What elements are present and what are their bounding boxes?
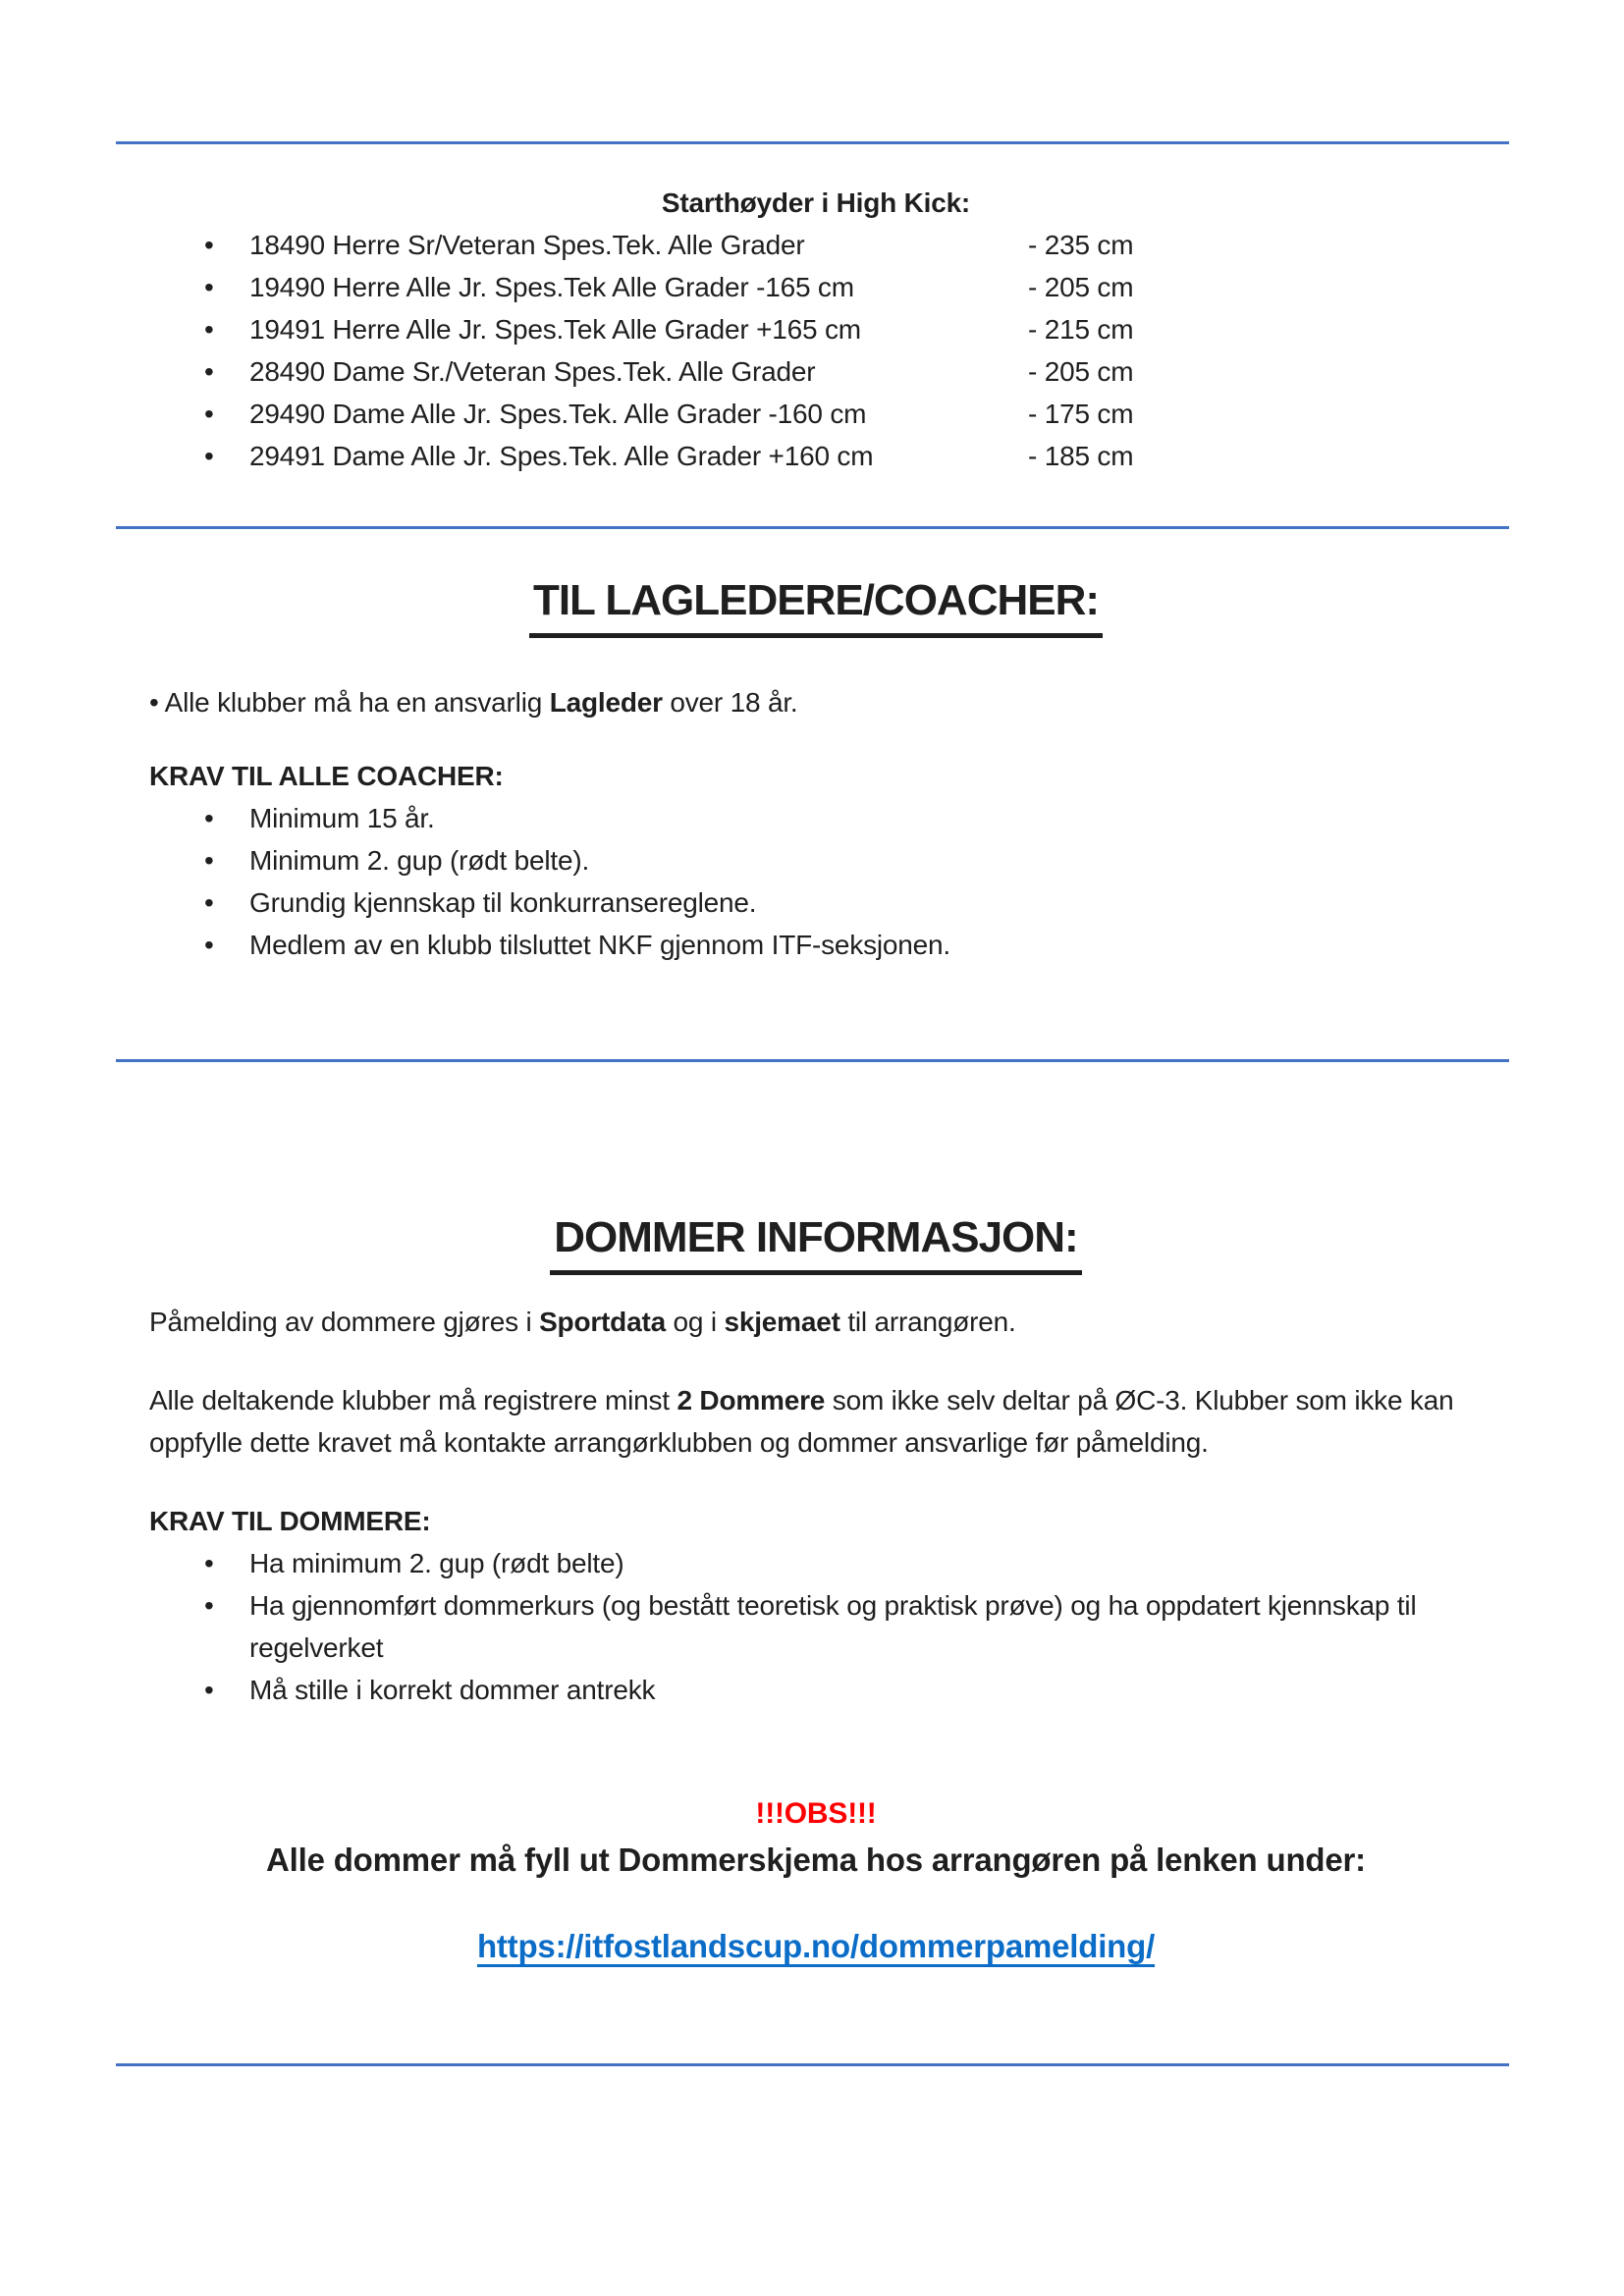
bullet-icon: •	[204, 399, 214, 429]
p1-bold-sportdata: Sportdata	[539, 1307, 666, 1337]
section-divider-2	[116, 1059, 1509, 1062]
highkick-title: Starthøyder i High Kick:	[661, 187, 971, 218]
coach-requirement-text: Minimum 2. gup (rødt belte).	[249, 845, 590, 876]
highkick-class-label: 28490 Dame Sr./Veteran Spes.Tek. Alle Grader	[249, 356, 816, 387]
judge-requirements-title: KRAV TIL DOMMERE:	[149, 1506, 431, 1536]
highkick-row	[204, 308, 1483, 350]
coach-requirement-text: Grundig kjennskap til konkurransereglene.	[249, 887, 757, 918]
dommer-heading	[149, 1211, 1483, 1275]
bullet-icon: •	[204, 314, 214, 345]
highkick-start-height: - 235 cm	[1028, 230, 1134, 260]
coach-requirement-item	[204, 881, 1483, 924]
highkick-class-label: 19491 Herre Alle Jr. Spes.Tek Alle Grader +165 cm	[249, 314, 861, 345]
lagledere-heading-text: TIL LAGLEDERE/COACHER:	[529, 574, 1103, 638]
judge-requirement-item	[204, 1584, 1483, 1669]
bullet-icon: •	[204, 1590, 214, 1621]
p1-mid: og i	[665, 1307, 725, 1337]
highkick-list	[149, 224, 1483, 477]
coach-requirement-item	[204, 924, 1483, 966]
intro-text-pre: • Alle klubber må ha en ansvarlig	[149, 687, 550, 718]
section-divider-bottom	[116, 2063, 1509, 2066]
bullet-icon: •	[204, 845, 214, 876]
highkick-start-height: - 205 cm	[1028, 356, 1134, 387]
highkick-row	[204, 266, 1483, 308]
highkick-row	[204, 350, 1483, 393]
bullet-icon: •	[204, 230, 214, 260]
highkick-start-height: - 175 cm	[1028, 399, 1134, 429]
p1-pre: Påmelding av dommere gjøres i	[149, 1307, 540, 1337]
coach-requirements-list	[149, 797, 1483, 966]
highkick-row	[204, 224, 1483, 266]
p2-pre: Alle deltakende klubber må registrere minst	[149, 1385, 677, 1415]
coach-requirements-title: KRAV TIL ALLE COACHER:	[149, 761, 504, 791]
intro-text-post: over 18 år.	[662, 687, 798, 718]
judge-form-instruction: Alle dommer må fyll ut Dommerskjema hos arrangøren på lenken under:	[266, 1842, 1366, 1878]
highkick-section	[0, 182, 1624, 477]
lagledere-heading	[149, 574, 1483, 638]
p2-bold-dommere: 2 Dommere	[677, 1385, 826, 1415]
bullet-icon: •	[204, 1675, 214, 1705]
judge-requirement-item	[204, 1542, 1483, 1584]
judge-requirements-list	[149, 1542, 1483, 1711]
highkick-row	[204, 393, 1483, 435]
highkick-start-height: - 215 cm	[1028, 314, 1134, 345]
highkick-class-label: 18490 Herre Sr/Veteran Spes.Tek. Alle Grader	[249, 230, 805, 260]
highkick-start-height: - 185 cm	[1028, 441, 1134, 471]
highkick-class-label: 19490 Herre Alle Jr. Spes.Tek Alle Grader -165 cm	[249, 272, 854, 302]
judge-requirement-text: Ha gjennomført dommerkurs (og bestått teoretisk og praktisk prøve) og ha oppdatert kjennskap til regelverket	[249, 1590, 1417, 1663]
obs-warning: !!!OBS!!!	[755, 1797, 877, 1830]
judge-registration-link[interactable]: https://itfostlandscup.no/dommerpamelding/	[476, 1928, 1156, 1964]
p1-post: til arrangøren.	[839, 1307, 1016, 1337]
bullet-icon: •	[204, 1548, 214, 1578]
coach-requirement-text: Medlem av en klubb tilsluttet NKF gjennom ITF-seksjonen.	[249, 930, 950, 960]
judge-requirement-text: Ha minimum 2. gup (rødt belte)	[249, 1548, 624, 1578]
judge-requirement-text: Må stille i korrekt dommer antrekk	[249, 1675, 656, 1705]
dommer-heading-text: DOMMER INFORMASJON:	[550, 1211, 1081, 1275]
bullet-icon: •	[204, 356, 214, 387]
dommer-section	[0, 1211, 1624, 1970]
p1-bold-skjemaet: skjemaet	[724, 1307, 840, 1337]
coach-requirement-text: Minimum 15 år.	[249, 803, 435, 833]
highkick-start-height: - 205 cm	[1028, 272, 1134, 302]
bullet-icon: •	[204, 887, 214, 918]
bullet-icon: •	[204, 930, 214, 960]
coach-requirement-item	[204, 797, 1483, 839]
judge-requirement-item	[204, 1669, 1483, 1711]
p2-post: som ikke selv deltar på ØC-3. Klubber som ikke kan oppfylle dette kravet må kontakte arrangørklubben og dommer ansvarlige før påmelding.	[149, 1385, 1454, 1458]
section-divider-top	[116, 141, 1509, 144]
intro-text-bold: Lagleder	[549, 687, 663, 718]
judge-signup-paragraph	[149, 1301, 1483, 1343]
highkick-class-label: 29491 Dame Alle Jr. Spes.Tek. Alle Grader +160 cm	[249, 441, 874, 471]
coach-requirement-item	[204, 839, 1483, 881]
lagledere-section	[0, 574, 1624, 966]
highkick-class-label: 29490 Dame Alle Jr. Spes.Tek. Alle Grader -160 cm	[249, 399, 867, 429]
judge-registration-link-row	[149, 1923, 1483, 1970]
judge-quota-paragraph	[149, 1379, 1483, 1464]
lagleder-requirement-note	[149, 681, 1483, 723]
section-divider-1	[116, 526, 1509, 529]
bullet-icon: •	[204, 272, 214, 302]
highkick-row	[204, 435, 1483, 477]
bullet-icon: •	[204, 803, 214, 833]
bullet-icon: •	[204, 441, 214, 471]
